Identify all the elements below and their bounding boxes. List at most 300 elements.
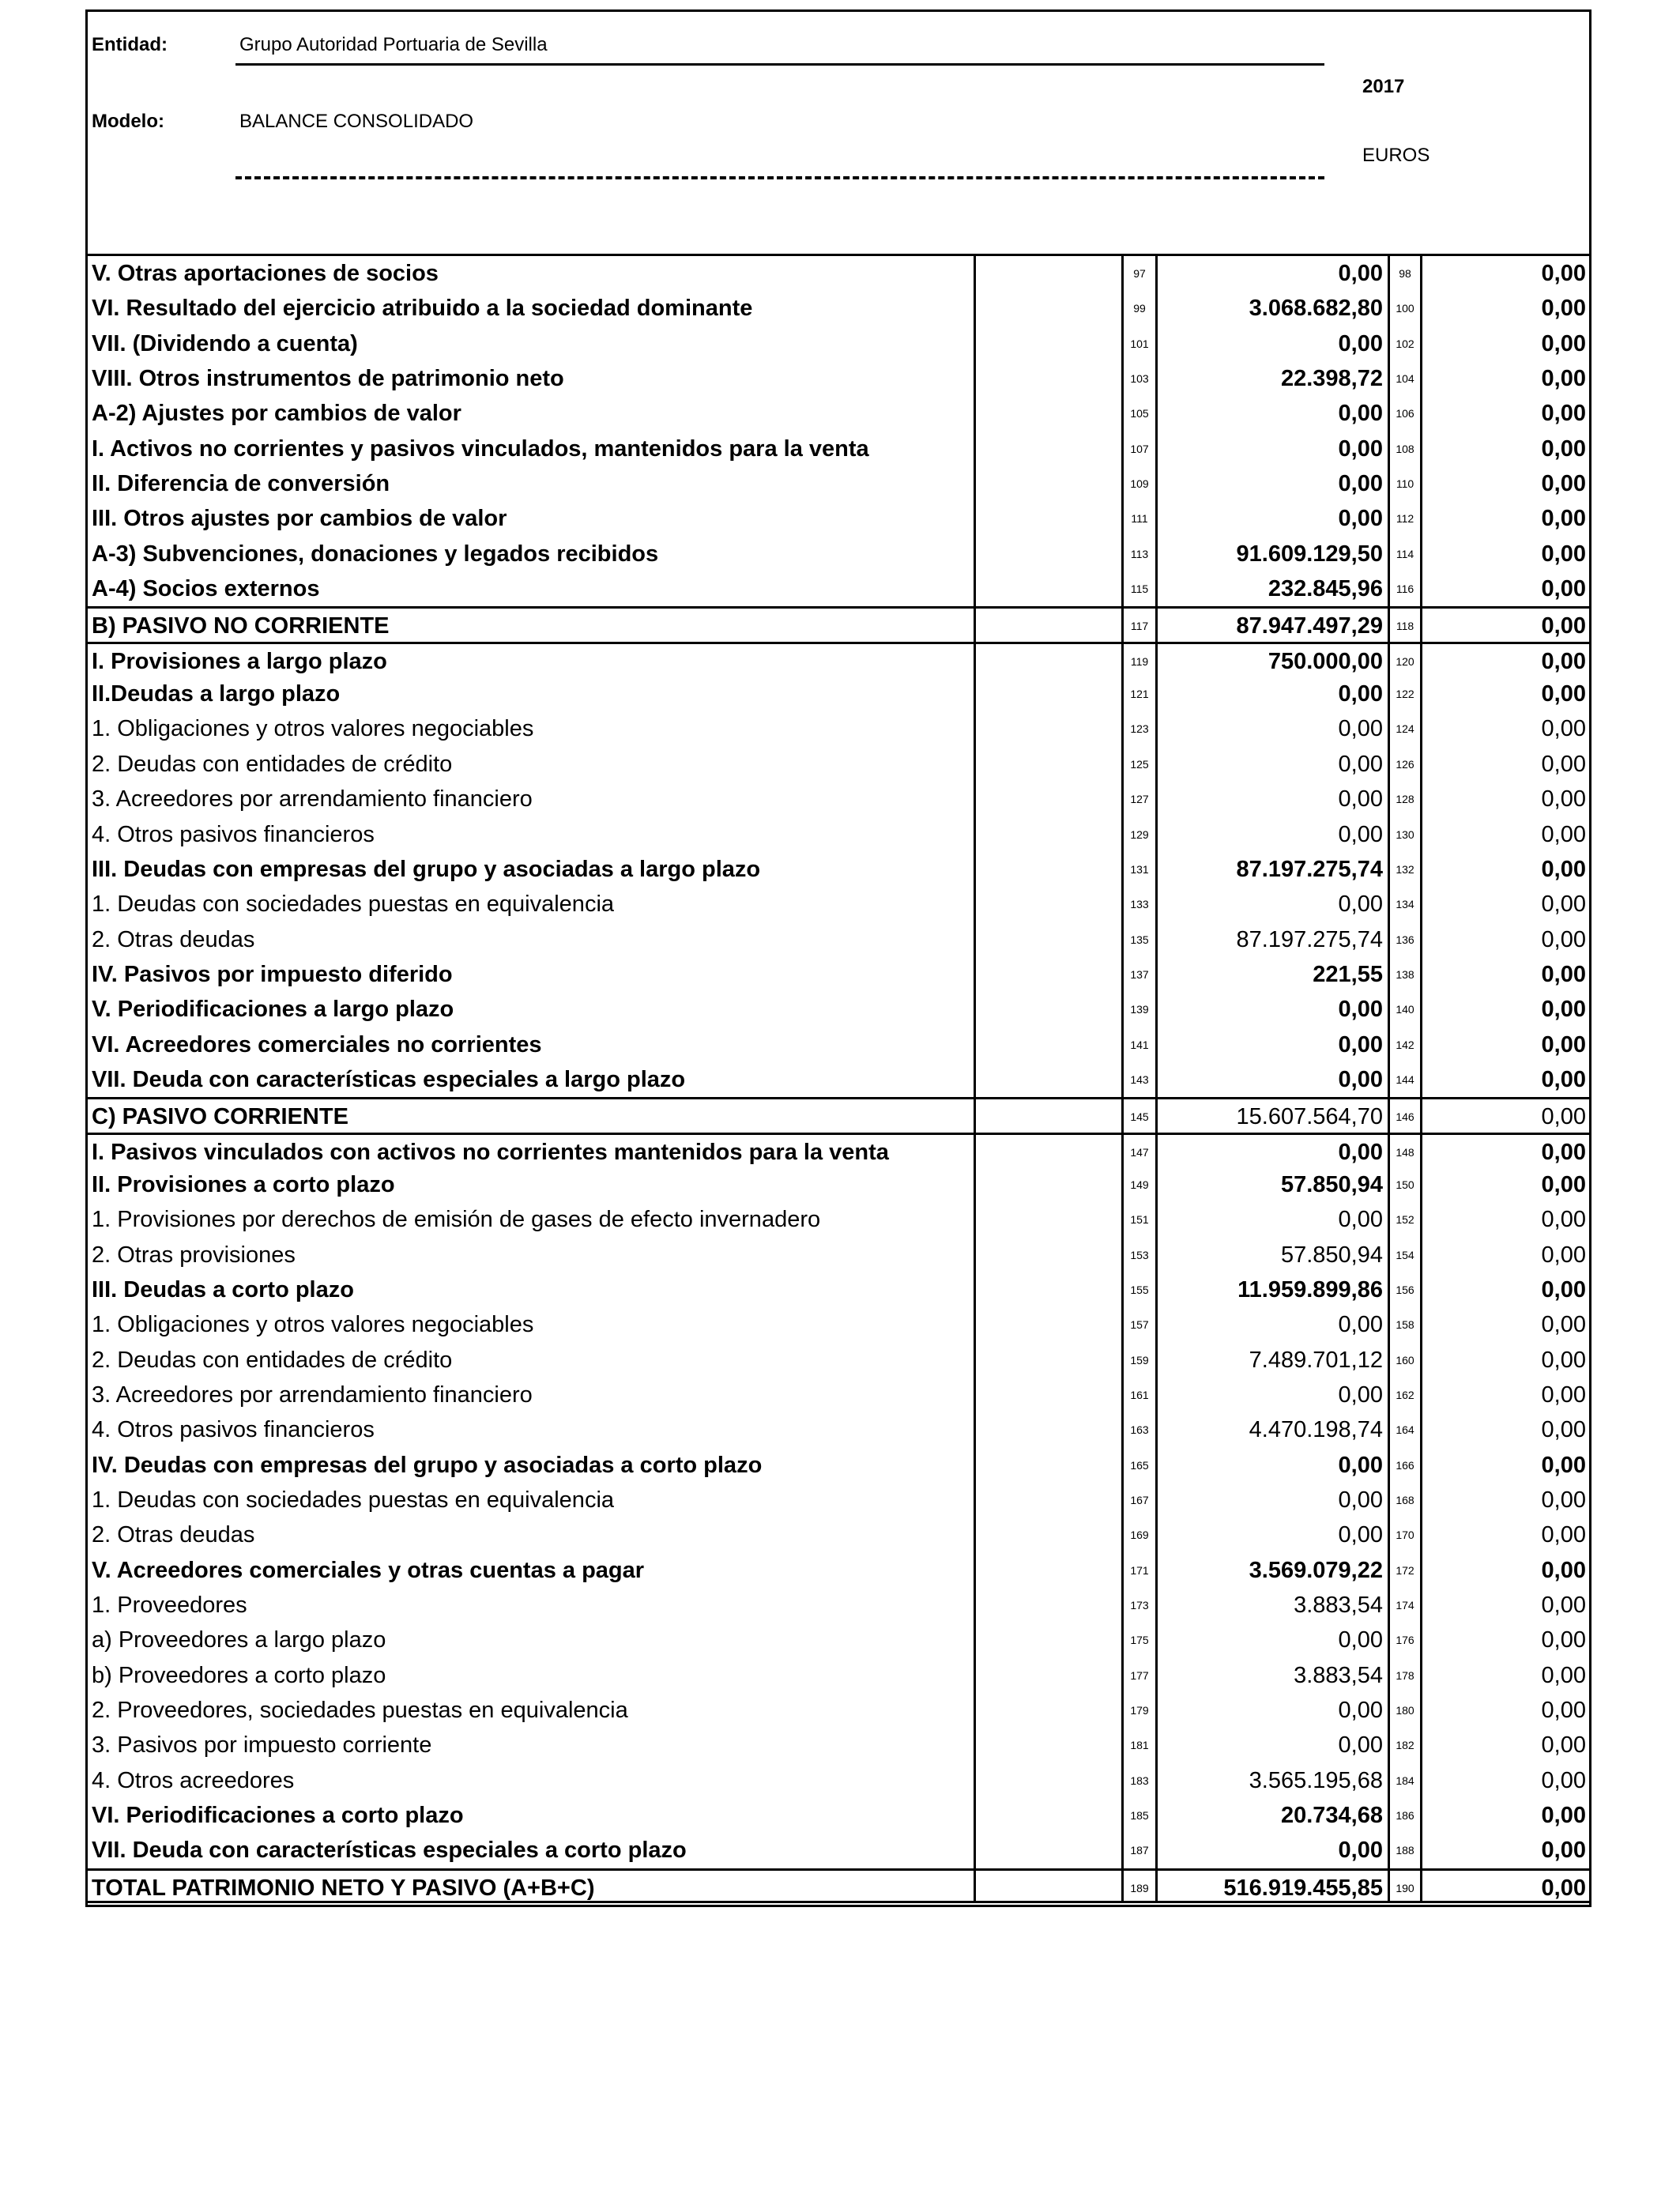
row-label: VII. (Dividendo a cuenta) xyxy=(88,326,976,361)
row-code-current: 151 xyxy=(1124,1202,1158,1237)
row-value-current: 0,00 xyxy=(1158,1517,1390,1552)
row-label: 3. Pasivos por impuesto corriente xyxy=(88,1728,976,1762)
table-row xyxy=(88,1307,1589,1342)
row-spacer-cell xyxy=(976,1307,1124,1342)
row-code-previous: 148 xyxy=(1390,1135,1422,1167)
row-code-previous: 124 xyxy=(1390,711,1422,746)
row-code-previous: 116 xyxy=(1390,571,1422,606)
row-label: III. Deudas a corto plazo xyxy=(88,1272,976,1307)
row-spacer-cell xyxy=(976,537,1124,571)
table-row xyxy=(88,326,1589,361)
row-label: 1. Obligaciones y otros valores negociables xyxy=(88,711,976,746)
row-value-current: 221,55 xyxy=(1158,957,1390,992)
row-code-current: 159 xyxy=(1124,1343,1158,1378)
row-code-previous: 150 xyxy=(1390,1167,1422,1202)
table-row xyxy=(88,887,1589,922)
row-value-current: 0,00 xyxy=(1158,1135,1390,1167)
row-value-current: 0,00 xyxy=(1158,1027,1390,1062)
row-spacer-cell xyxy=(976,1448,1124,1483)
row-code-previous: 162 xyxy=(1390,1378,1422,1412)
row-spacer-cell xyxy=(976,1763,1124,1798)
row-code-current: 127 xyxy=(1124,782,1158,816)
row-value-previous: 0,00 xyxy=(1541,1104,1586,1130)
row-code-current: 103 xyxy=(1124,361,1158,396)
row-value-current: 87.197.275,74 xyxy=(1158,922,1390,957)
row-spacer-cell xyxy=(976,1099,1124,1132)
row-value-previous: 0,00 xyxy=(1541,1522,1586,1548)
row-value-current: 0,00 xyxy=(1158,1693,1390,1728)
row-spacer-cell xyxy=(976,711,1124,746)
currency-label: EUROS xyxy=(1362,145,1430,166)
table-row xyxy=(88,922,1589,957)
row-value-previous: 0,00 xyxy=(1541,1732,1586,1759)
row-value-current: 3.883,54 xyxy=(1158,1658,1390,1693)
row-code-previous: 110 xyxy=(1390,466,1422,501)
row-spacer-cell xyxy=(976,747,1124,782)
row-value-previous: 0,00 xyxy=(1541,1557,1586,1583)
row-code-current: 133 xyxy=(1124,887,1158,922)
row-value-current: 7.489.701,12 xyxy=(1158,1343,1390,1378)
row-code-current: 123 xyxy=(1124,711,1158,746)
row-value-current: 0,00 xyxy=(1158,1202,1390,1237)
table-row xyxy=(88,677,1589,711)
row-code-current: 189 xyxy=(1124,1871,1158,1901)
row-code-current: 107 xyxy=(1124,432,1158,466)
row-code-previous: 184 xyxy=(1390,1763,1422,1798)
row-spacer-cell xyxy=(976,1135,1124,1167)
row-spacer-cell xyxy=(976,1693,1124,1728)
row-code-previous: 120 xyxy=(1390,644,1422,677)
row-code-previous: 190 xyxy=(1390,1871,1422,1901)
row-value-current: 0,00 xyxy=(1158,501,1390,536)
row-label: I. Activos no corrientes y pasivos vinculados, mantenidos para la venta xyxy=(88,432,976,466)
row-value-current: 3.068.682,80 xyxy=(1158,291,1390,326)
row-label: III. Otros ajustes por cambios de valor xyxy=(88,501,976,536)
row-spacer-cell xyxy=(976,887,1124,922)
table-row xyxy=(88,291,1589,326)
row-spacer-cell xyxy=(976,1553,1124,1588)
row-value-current: 0,00 xyxy=(1158,1378,1390,1412)
row-spacer-cell xyxy=(976,361,1124,396)
row-spacer-cell xyxy=(976,1588,1124,1623)
row-value-previous: 0,00 xyxy=(1541,1242,1586,1268)
row-code-previous: 178 xyxy=(1390,1658,1422,1693)
row-value-previous: 0,00 xyxy=(1541,1838,1586,1864)
row-code-previous: 188 xyxy=(1390,1833,1422,1868)
row-code-current: 119 xyxy=(1124,644,1158,677)
row-label: B) PASIVO NO CORRIENTE xyxy=(88,609,976,641)
row-code-previous: 186 xyxy=(1390,1798,1422,1833)
row-label: VIII. Otros instrumentos de patrimonio neto xyxy=(88,361,976,396)
table-row xyxy=(88,1728,1589,1762)
row-value-current: 3.883,54 xyxy=(1158,1588,1390,1623)
row-code-current: 141 xyxy=(1124,1027,1158,1062)
row-value-current: 750.000,00 xyxy=(1158,644,1390,677)
row-label: 2. Proveedores, sociedades puestas en equivalencia xyxy=(88,1693,976,1728)
row-code-current: 105 xyxy=(1124,396,1158,431)
row-code-previous: 112 xyxy=(1390,501,1422,536)
row-label: A-3) Subvenciones, donaciones y legados recibidos xyxy=(88,537,976,571)
row-code-previous: 104 xyxy=(1390,361,1422,396)
row-code-previous: 146 xyxy=(1390,1099,1422,1132)
row-value-previous: 0,00 xyxy=(1541,401,1586,427)
row-label: VII. Deuda con características especiales a largo plazo xyxy=(88,1062,976,1097)
table-row xyxy=(88,1272,1589,1307)
row-spacer-cell xyxy=(976,992,1124,1027)
row-code-current: 135 xyxy=(1124,922,1158,957)
row-label: 1. Obligaciones y otros valores negociables xyxy=(88,1307,976,1342)
row-code-previous: 154 xyxy=(1390,1238,1422,1272)
row-value-previous: 0,00 xyxy=(1541,261,1586,286)
table-row xyxy=(88,1517,1589,1552)
row-value-previous: 0,00 xyxy=(1541,1767,1586,1793)
table-row xyxy=(88,1588,1589,1623)
row-code-previous: 164 xyxy=(1390,1412,1422,1447)
row-value-current: 0,00 xyxy=(1158,1728,1390,1762)
row-label: 3. Acreedores por arrendamiento financiero xyxy=(88,782,976,816)
row-code-previous: 98 xyxy=(1390,256,1422,291)
row-code-previous: 160 xyxy=(1390,1343,1422,1378)
row-label: IV. Pasivos por impuesto diferido xyxy=(88,957,976,992)
table-row xyxy=(88,1448,1589,1483)
row-spacer-cell xyxy=(976,1238,1124,1272)
row-label: 2. Deudas con entidades de crédito xyxy=(88,1343,976,1378)
row-code-current: 181 xyxy=(1124,1728,1158,1762)
row-label: A-4) Socios externos xyxy=(88,571,976,606)
row-label: 4. Otros pasivos financieros xyxy=(88,1412,976,1447)
row-code-current: 129 xyxy=(1124,817,1158,852)
row-value-current: 0,00 xyxy=(1158,817,1390,852)
row-code-previous: 142 xyxy=(1390,1027,1422,1062)
row-value-previous: 0,00 xyxy=(1541,1627,1586,1653)
row-spacer-cell xyxy=(976,1728,1124,1762)
row-label: b) Proveedores a corto plazo xyxy=(88,1658,976,1693)
row-code-current: 99 xyxy=(1124,291,1158,326)
row-value-current: 232.845,96 xyxy=(1158,571,1390,606)
row-value-current: 0,00 xyxy=(1158,1833,1390,1868)
row-label: TOTAL PATRIMONIO NETO Y PASIVO (A+B+C) xyxy=(88,1871,976,1901)
row-value-current: 15.607.564,70 xyxy=(1158,1099,1390,1132)
row-spacer-cell xyxy=(976,396,1124,431)
row-value-previous: 0,00 xyxy=(1541,856,1586,882)
row-code-current: 177 xyxy=(1124,1658,1158,1693)
row-code-previous: 118 xyxy=(1390,609,1422,641)
row-spacer-cell xyxy=(976,1658,1124,1693)
row-value-current: 3.565.195,68 xyxy=(1158,1763,1390,1798)
row-code-previous: 106 xyxy=(1390,396,1422,431)
row-value-previous: 0,00 xyxy=(1541,471,1586,497)
row-label: II. Diferencia de conversión xyxy=(88,466,976,501)
row-code-previous: 140 xyxy=(1390,992,1422,1027)
table-row xyxy=(88,1238,1589,1272)
row-value-previous: 0,00 xyxy=(1541,541,1586,567)
row-code-current: 155 xyxy=(1124,1272,1158,1307)
table-row xyxy=(88,256,1589,291)
row-code-previous: 136 xyxy=(1390,922,1422,957)
row-code-current: 179 xyxy=(1124,1693,1158,1728)
row-code-current: 137 xyxy=(1124,957,1158,992)
row-value-current: 0,00 xyxy=(1158,396,1390,431)
row-label: VI. Resultado del ejercicio atribuido a la sociedad dominante xyxy=(88,291,976,326)
row-value-current: 87.947.497,29 xyxy=(1158,609,1390,641)
row-code-current: 139 xyxy=(1124,992,1158,1027)
table-row xyxy=(88,1167,1589,1202)
table-row xyxy=(88,571,1589,606)
row-code-current: 169 xyxy=(1124,1517,1158,1552)
row-spacer-cell xyxy=(976,1027,1124,1062)
row-label: A-2) Ajustes por cambios de valor xyxy=(88,396,976,431)
row-code-previous: 170 xyxy=(1390,1517,1422,1552)
row-code-current: 125 xyxy=(1124,747,1158,782)
row-label: 1. Deudas con sociedades puestas en equivalencia xyxy=(88,887,976,922)
row-label: V. Otras aportaciones de socios xyxy=(88,256,976,291)
row-code-previous: 152 xyxy=(1390,1202,1422,1237)
table-row xyxy=(88,396,1589,431)
row-label: C) PASIVO CORRIENTE xyxy=(88,1099,976,1132)
row-spacer-cell xyxy=(976,852,1124,887)
table-row xyxy=(88,361,1589,396)
entidad-underline xyxy=(235,63,1324,66)
row-value-current: 0,00 xyxy=(1158,326,1390,361)
row-value-previous: 0,00 xyxy=(1541,892,1586,918)
row-label: I. Provisiones a largo plazo xyxy=(88,644,976,677)
row-value-previous: 0,00 xyxy=(1541,1662,1586,1688)
row-value-previous: 0,00 xyxy=(1541,1312,1586,1338)
row-value-previous: 0,00 xyxy=(1541,506,1586,532)
row-value-current: 0,00 xyxy=(1158,466,1390,501)
row-value-previous: 0,00 xyxy=(1541,366,1586,392)
row-code-current: 109 xyxy=(1124,466,1158,501)
table-row xyxy=(88,711,1589,746)
row-value-current: 0,00 xyxy=(1158,1623,1390,1657)
row-code-previous: 138 xyxy=(1390,957,1422,992)
row-code-current: 121 xyxy=(1124,677,1158,711)
row-spacer-cell xyxy=(976,1062,1124,1097)
row-code-current: 97 xyxy=(1124,256,1158,291)
row-value-previous: 0,00 xyxy=(1541,330,1586,356)
row-value-previous: 0,00 xyxy=(1541,576,1586,602)
row-value-current: 0,00 xyxy=(1158,887,1390,922)
row-code-current: 161 xyxy=(1124,1378,1158,1412)
row-value-current: 20.734,68 xyxy=(1158,1798,1390,1833)
row-value-current: 87.197.275,74 xyxy=(1158,852,1390,887)
row-value-current: 3.569.079,22 xyxy=(1158,1553,1390,1588)
table-row xyxy=(88,1763,1589,1798)
row-code-previous: 180 xyxy=(1390,1693,1422,1728)
row-code-previous: 102 xyxy=(1390,326,1422,361)
row-spacer-cell xyxy=(976,1623,1124,1657)
row-label: 2. Otras provisiones xyxy=(88,1238,976,1272)
row-value-current: 0,00 xyxy=(1158,1448,1390,1483)
row-code-current: 147 xyxy=(1124,1135,1158,1167)
row-spacer-cell xyxy=(976,326,1124,361)
row-code-current: 187 xyxy=(1124,1833,1158,1868)
row-spacer-cell xyxy=(976,291,1124,326)
table-row xyxy=(88,957,1589,992)
row-label: 3. Acreedores por arrendamiento financiero xyxy=(88,1378,976,1412)
row-value-previous: 0,00 xyxy=(1541,1593,1586,1619)
row-value-previous: 0,00 xyxy=(1541,821,1586,847)
row-value-current: 0,00 xyxy=(1158,677,1390,711)
row-code-current: 175 xyxy=(1124,1623,1158,1657)
entidad-label: Entidad: xyxy=(92,34,168,55)
table-row xyxy=(88,642,1589,677)
row-value-previous: 0,00 xyxy=(1541,1171,1586,1197)
row-code-previous: 176 xyxy=(1390,1623,1422,1657)
row-code-previous: 168 xyxy=(1390,1483,1422,1517)
row-spacer-cell xyxy=(976,1272,1124,1307)
row-spacer-cell xyxy=(976,571,1124,606)
row-code-previous: 126 xyxy=(1390,747,1422,782)
table-row xyxy=(88,1483,1589,1517)
row-value-previous: 0,00 xyxy=(1541,1276,1586,1302)
table-row xyxy=(88,782,1589,816)
row-label: II.Deudas a largo plazo xyxy=(88,677,976,711)
table-row xyxy=(88,1343,1589,1378)
row-value-previous: 0,00 xyxy=(1541,926,1586,952)
row-value-previous: 0,00 xyxy=(1541,648,1586,674)
row-spacer-cell xyxy=(976,1798,1124,1833)
row-spacer-cell xyxy=(976,432,1124,466)
row-value-previous: 0,00 xyxy=(1541,1487,1586,1514)
row-value-previous: 0,00 xyxy=(1541,1031,1586,1057)
row-spacer-cell xyxy=(976,957,1124,992)
row-value-previous: 0,00 xyxy=(1541,751,1586,777)
row-code-current: 183 xyxy=(1124,1763,1158,1798)
row-spacer-cell xyxy=(976,1343,1124,1378)
row-value-previous: 0,00 xyxy=(1541,997,1586,1023)
row-code-current: 113 xyxy=(1124,537,1158,571)
row-label: 2. Otras deudas xyxy=(88,1517,976,1552)
row-label: VII. Deuda con características especiales a corto plazo xyxy=(88,1833,976,1868)
row-code-previous: 128 xyxy=(1390,782,1422,816)
row-spacer-cell xyxy=(976,817,1124,852)
table-row xyxy=(88,1833,1589,1868)
row-label: 1. Provisiones por derechos de emisión de gases de efecto invernadero xyxy=(88,1202,976,1237)
row-code-previous: 166 xyxy=(1390,1448,1422,1483)
row-spacer-cell xyxy=(976,1378,1124,1412)
row-code-current: 171 xyxy=(1124,1553,1158,1588)
table-row xyxy=(88,817,1589,852)
row-code-previous: 132 xyxy=(1390,852,1422,887)
balance-sheet-form xyxy=(85,9,1591,1907)
row-value-previous: 0,00 xyxy=(1541,435,1586,462)
row-code-previous: 108 xyxy=(1390,432,1422,466)
row-spacer-cell xyxy=(976,1202,1124,1237)
row-spacer-cell xyxy=(976,677,1124,711)
row-code-current: 185 xyxy=(1124,1798,1158,1833)
row-value-previous: 0,00 xyxy=(1541,613,1586,639)
row-value-current: 0,00 xyxy=(1158,432,1390,466)
row-value-previous: 0,00 xyxy=(1541,1207,1586,1233)
row-spacer-cell xyxy=(976,644,1124,677)
row-label: VI. Acreedores comerciales no corrientes xyxy=(88,1027,976,1062)
row-value-previous: 0,00 xyxy=(1541,1139,1586,1165)
row-code-previous: 182 xyxy=(1390,1728,1422,1762)
row-code-current: 167 xyxy=(1124,1483,1158,1517)
year-label: 2017 xyxy=(1362,76,1405,97)
row-value-current: 57.850,94 xyxy=(1158,1167,1390,1202)
table-row xyxy=(88,852,1589,887)
row-label: IV. Deudas con empresas del grupo y asociadas a corto plazo xyxy=(88,1448,976,1483)
row-code-previous: 172 xyxy=(1390,1553,1422,1588)
row-value-current: 0,00 xyxy=(1158,256,1390,291)
row-label: VI. Periodificaciones a corto plazo xyxy=(88,1798,976,1833)
table-row xyxy=(88,1658,1589,1693)
row-value-current: 516.919.455,85 xyxy=(1158,1871,1390,1901)
row-code-previous: 144 xyxy=(1390,1062,1422,1097)
row-code-previous: 130 xyxy=(1390,817,1422,852)
row-code-previous: 174 xyxy=(1390,1588,1422,1623)
table-row xyxy=(88,432,1589,466)
row-label: V. Periodificaciones a largo plazo xyxy=(88,992,976,1027)
table-row xyxy=(88,1097,1589,1132)
table-row xyxy=(88,1202,1589,1237)
row-value-previous: 0,00 xyxy=(1541,1875,1586,1901)
row-value-previous: 0,00 xyxy=(1541,716,1586,742)
row-label: II. Provisiones a corto plazo xyxy=(88,1167,976,1202)
form-header xyxy=(88,12,1589,256)
row-label: 1. Proveedores xyxy=(88,1588,976,1623)
table-row xyxy=(88,1798,1589,1833)
table-row xyxy=(88,537,1589,571)
table-row xyxy=(88,1378,1589,1412)
row-spacer-cell xyxy=(976,922,1124,957)
row-spacer-cell xyxy=(976,1483,1124,1517)
table-row xyxy=(88,1412,1589,1447)
row-value-previous: 0,00 xyxy=(1541,296,1586,322)
row-spacer-cell xyxy=(976,1412,1124,1447)
row-value-current: 22.398,72 xyxy=(1158,361,1390,396)
row-spacer-cell xyxy=(976,1167,1124,1202)
table-row xyxy=(88,466,1589,501)
balance-table xyxy=(88,256,1589,1903)
table-row xyxy=(88,1027,1589,1062)
row-value-current: 57.850,94 xyxy=(1158,1238,1390,1272)
row-label: I. Pasivos vinculados con activos no corrientes mantenidos para la venta xyxy=(88,1135,976,1167)
row-value-previous: 0,00 xyxy=(1541,1382,1586,1408)
row-code-current: 131 xyxy=(1124,852,1158,887)
entidad-value: Grupo Autoridad Portuaria de Sevilla xyxy=(239,34,548,55)
row-label: 4. Otros pasivos financieros xyxy=(88,817,976,852)
table-row xyxy=(88,606,1589,641)
table-row xyxy=(88,1133,1589,1167)
row-spacer-cell xyxy=(976,609,1124,641)
modelo-label: Modelo: xyxy=(92,111,164,132)
row-spacer-cell xyxy=(976,256,1124,291)
row-code-current: 149 xyxy=(1124,1167,1158,1202)
row-code-current: 173 xyxy=(1124,1588,1158,1623)
row-value-previous: 0,00 xyxy=(1541,961,1586,987)
row-value-previous: 0,00 xyxy=(1541,1347,1586,1373)
table-row xyxy=(88,1868,1589,1903)
row-code-previous: 122 xyxy=(1390,677,1422,711)
row-value-previous: 0,00 xyxy=(1541,786,1586,812)
row-code-current: 111 xyxy=(1124,501,1158,536)
row-spacer-cell xyxy=(976,501,1124,536)
row-value-current: 0,00 xyxy=(1158,747,1390,782)
row-label: a) Proveedores a largo plazo xyxy=(88,1623,976,1657)
row-code-current: 163 xyxy=(1124,1412,1158,1447)
row-value-current: 4.470.198,74 xyxy=(1158,1412,1390,1447)
table-row xyxy=(88,501,1589,536)
row-spacer-cell xyxy=(976,782,1124,816)
row-value-current: 0,00 xyxy=(1158,992,1390,1027)
row-value-previous: 0,00 xyxy=(1541,681,1586,707)
row-value-current: 0,00 xyxy=(1158,1483,1390,1517)
row-code-current: 157 xyxy=(1124,1307,1158,1342)
row-spacer-cell xyxy=(976,1833,1124,1868)
